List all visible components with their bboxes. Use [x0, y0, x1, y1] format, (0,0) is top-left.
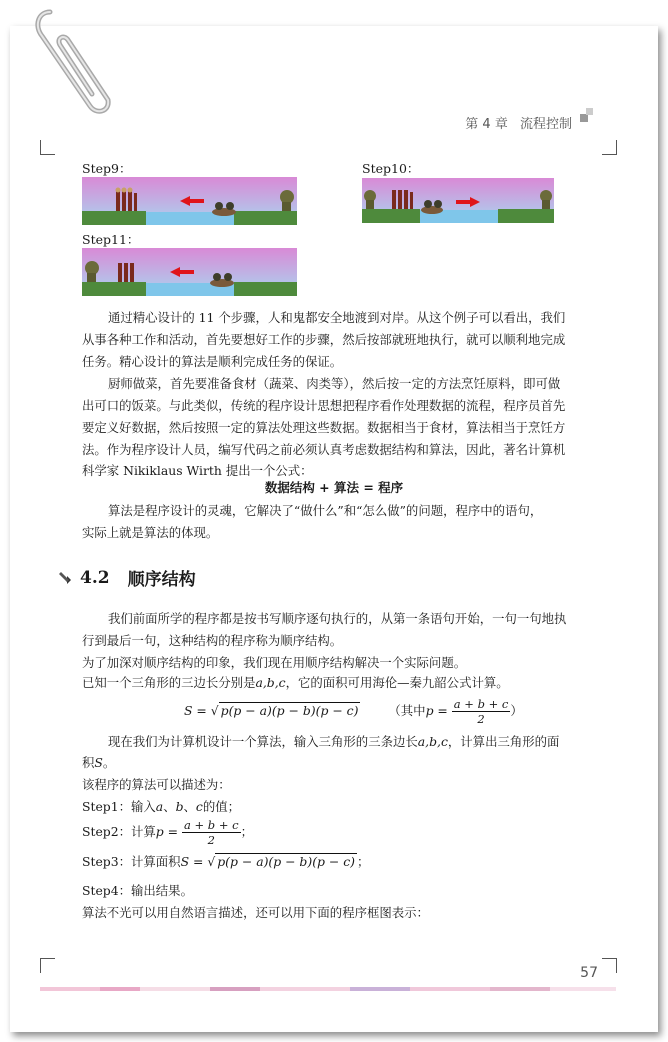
step10-label: Step10： — [362, 161, 420, 176]
heron-lhs: S = — [184, 703, 211, 718]
chapter-title: 流程控制 — [519, 117, 572, 132]
para2-line1: 厨师做菜，首先要准备食材（蔬菜、肉类等），然后按一定的方法烹饪原料，即可做 — [108, 376, 561, 391]
para3-line1: 算法是程序设计的灵魂，它解决了“做什么”和“怎么做”的问题，程序中的语句， — [108, 503, 543, 518]
step10-illustration — [362, 178, 554, 223]
crop-mark-bottom-right — [602, 958, 617, 973]
algo-step1: Step1：输入a、b、c的值； — [82, 799, 241, 814]
crop-mark-bottom-left — [40, 958, 55, 973]
sec-para4-line2: 积S。 — [82, 755, 116, 770]
sec-para1-line2: 行到最后一句，这种结构的程序称为顺序结构。 — [82, 633, 343, 648]
algo-step3: Step3：计算面积S = √ p(p − a)(p − b)(p − c) ； — [82, 854, 370, 869]
step2-p-fraction: $\frac{a + b + c}{2}$ — [184, 818, 239, 847]
heron-radicand: p(p − a)(p − b)(p − c) — [220, 703, 359, 718]
section-title: 顺序结构 — [127, 570, 196, 590]
para2-line5: 科学家 Nikiklaus Wirth 提出一个公式： — [82, 463, 313, 478]
sec-para4-line1: 现在我们为计算机设计一个算法，输入三角形的三条边长a,b,c，计算出三角形的面 — [108, 734, 560, 749]
section-number: 4.2 — [80, 567, 110, 588]
sec-para2: 为了加深对顺序结构的印象，我们现在用顺序结构解决一个实际问题。 — [82, 655, 467, 670]
para2-line3: 要定义好数据，然后按照一定的算法处理这些数据。数据相当于食材，算法相当于烹饪方 — [82, 420, 566, 435]
page-number: 57 — [580, 965, 598, 981]
sec-para1-line1: 我们前面所学的程序都是按书写顺序逐句执行的，从第一条语句开始，一句一句地执 — [108, 611, 567, 626]
footer-decoration-strip — [40, 987, 616, 991]
sqrt-sign: √ — [210, 703, 219, 718]
para1-line1: 通过精心设计的 11 个步骤，人和鬼都安全地渡到对岸。从这个例子可以看出，我们 — [108, 310, 566, 325]
paperclip-icon — [20, 2, 120, 122]
heron-p-fraction: $\frac{a + b + c}{2}$ — [453, 697, 509, 726]
step11-illustration — [82, 248, 297, 296]
running-header — [457, 113, 572, 132]
wirth-formula: 数据结构 + 算法 = 程序 — [264, 480, 404, 495]
crop-mark-top-left — [40, 140, 55, 155]
para1-line3: 任务。精心设计的算法是顺利完成任务的保证。 — [82, 354, 343, 369]
header-decoration — [580, 106, 596, 126]
heron-note-open: （其中 — [388, 703, 426, 718]
para2-line4: 法。作为程序设计人员，编写代码之前必须认真考虑数据结构和算法，因此，著名计算机 — [82, 442, 566, 457]
para1-line2: 从事各种工作和活动，首先要想好工作的步骤，然后按部就班地执行，就可以顺利地完成 — [82, 332, 566, 347]
heron-formula: S = √ p(p − a)(p − b)(p − c) （其中p = $\frac{a + b + c}{2}$ ） — [184, 697, 523, 726]
algo-step4: Step4：输出结果。 — [82, 883, 193, 898]
step11-label: Step11： — [82, 232, 140, 247]
section-heading — [58, 565, 196, 590]
crop-mark-top-right — [602, 140, 617, 155]
chapter-number: 第 4 章 — [465, 117, 508, 132]
step9-illustration — [82, 177, 297, 225]
section-arrow-icon — [58, 570, 74, 586]
para2-line2: 出可口的饭菜。与此类似，传统的程序设计思想把程序看作处理数据的流程，程序员首先 — [82, 398, 566, 413]
algorithm-intro: 该程序的算法可以描述为： — [82, 777, 231, 792]
flowchart-intro: 算法不光可以用自然语言描述，还可以用下面的程序框图表示： — [82, 905, 429, 920]
step9-label: Step9： — [82, 161, 132, 176]
algo-step2: Step2：计算p = $\frac{a + b + c}{2}$ ； — [82, 818, 253, 847]
sec-para3: 已知一个三角形的三边长分别是a,b,c，它的面积可用海伦—秦九韶公式计算。 — [82, 675, 509, 690]
para3-line2: 实际上就是算法的体现。 — [82, 525, 219, 540]
